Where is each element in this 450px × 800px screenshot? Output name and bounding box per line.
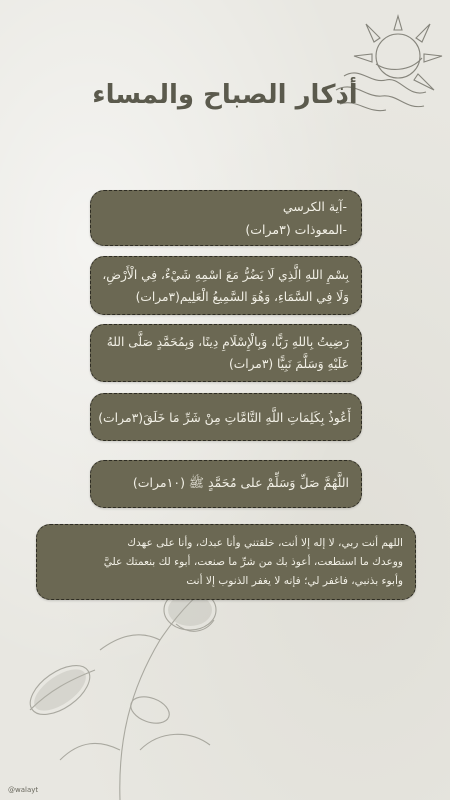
credit-handle: @walayt [8,786,39,794]
card-line: ووعدك ما استطعت، أعوذ بك من شرِّ ما صنعت، أبوء لك بنعمتك عليَّ [103,555,403,568]
card-line: اللهم أنت ربي، لا إله إلا أنت، خلقتني وأنا عبدك، وأنا على عهدك [127,536,403,549]
dhikr-card-salawat [90,460,362,508]
card-line: رَضِيتُ بِاللهِ رَبًّا، وَبِالْإِسْلَامِ دِينًا، وَبِمُحَمَّدٍ صَلَّى اللهُ [106,335,349,349]
card-line: وأبوء بذنبي، فاغفر لي؛ فإنه لا يغفر الذنوب إلا أنت [186,574,403,587]
page-title: أذكار الصباح والمساء [92,80,358,110]
card-line: وَلَا فِي السَّمَاءِ، وَهُوَ السَّمِيعُ الْعَلِيم(٣مرات) [135,289,349,304]
card-line: أَعُوذُ بِكَلِمَاتِ اللَّهِ التَّامَّاتِ مِنْ شَرِّ مَا خَلَقَ(٣مرات) [98,409,351,425]
card-line: بِسْمِ اللهِ الَّذِي لَا يَضُرُّ مَعَ اسْمِهِ شَيْءٌ، فِي الْأَرْضِ، [102,267,349,282]
dhikr-card-ayat-al-kursi [90,190,362,246]
card-line: -آية الكرسي [282,199,347,214]
dhikr-card-raditu [90,324,362,382]
dhikr-card-sayyid-al-istighfar [36,524,416,600]
dhikr-card-audhu [90,393,362,441]
card-line: عَلَيْهِ وَسَلَّمَ نَبِيًّا (٣مرات) [228,357,349,371]
dhikr-card-bismillah [90,256,362,315]
card-line: -المعوذات (٣مرات) [245,222,347,237]
card-line: اللَّهُمَّ صَلِّ وَسَلِّمْ على مُحَمَّدٍ ﷺ (١٠مرات) [132,474,349,490]
